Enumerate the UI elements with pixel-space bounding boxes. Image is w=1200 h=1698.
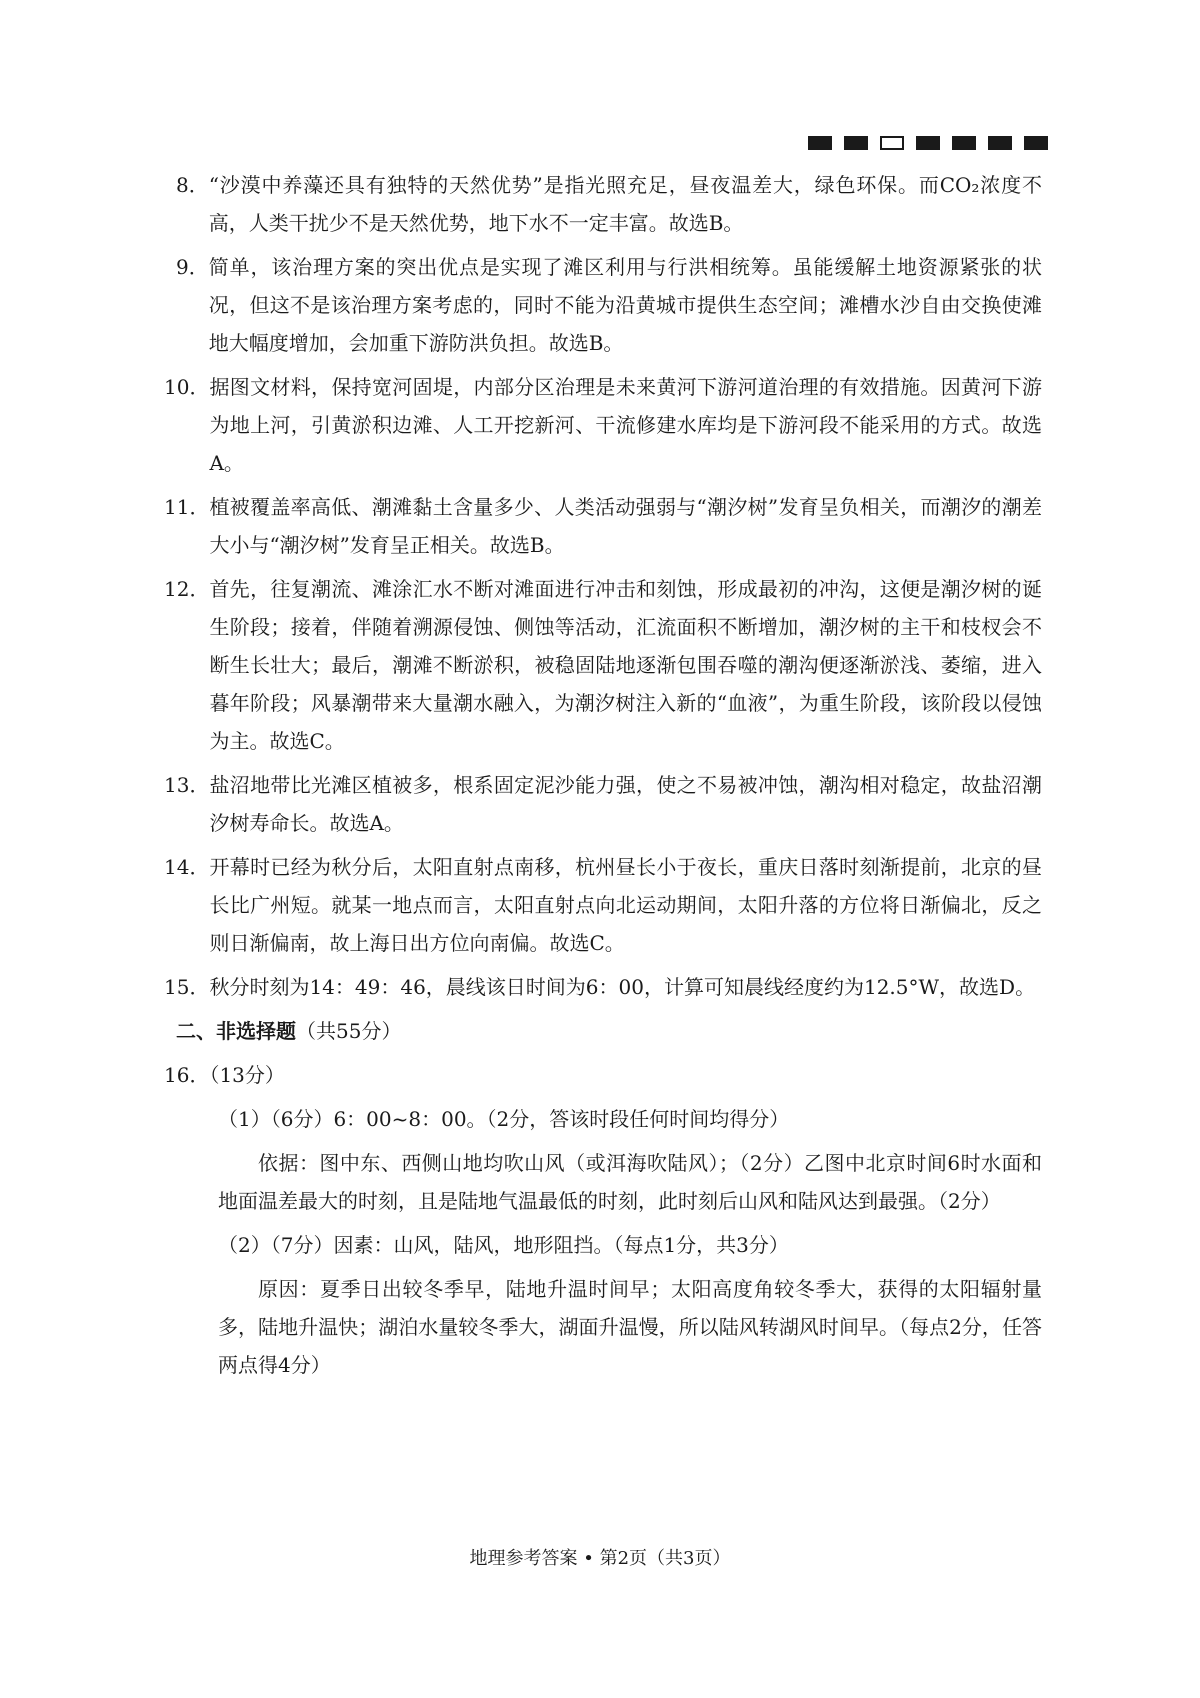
answer-text: 植被覆盖率高低、潮滩黏土含量多少、人类活动强弱与“潮汐树”发育呈负相关，而潮汐的潮差大小与“潮汐树”发育呈正相关。故选B。	[209, 495, 1042, 557]
answer-text: 开幕时已经为秋分后，太阳直射点南移，杭州昼长小于夜长，重庆日落时刻渐提前，北京的昼长比广州短。就某一地点而言，太阳直射点向北运动期间，太阳升落的方位将日渐偏北，反之则日渐偏南，故上海日出方位向南偏。故选C。	[209, 855, 1042, 955]
header-mark-filled	[844, 136, 868, 150]
answer-text: 盐沼地带比光滩区植被多，根系固定泥沙能力强，使之不易被冲蚀，潮沟相对稳定，故盐沼潮汐树寿命长。故选A。	[209, 773, 1042, 835]
answer-number: 15．	[164, 975, 210, 999]
header-marks	[808, 136, 1048, 150]
question-16-part2: （2）（7分）因素：山风，陆风，地形阻挡。（每点1分，共3分）	[218, 1233, 789, 1257]
answer-item	[164, 488, 1042, 564]
answer-text: “沙漠中养藻还具有独特的天然优势”是指光照充足，昼夜温差大，绿色环保。而CO₂浓度不高，人类干扰少不是天然优势，地下水不一定丰富。故选B。	[208, 173, 1042, 235]
section-subtitle: （共55分）	[296, 1019, 402, 1043]
answer-item	[164, 766, 1042, 842]
answer-number: 13．	[164, 773, 210, 797]
answer-text: 简单，该治理方案的突出优点是实现了滩区利用与行洪相统筹。虽能缓解土地资源紧张的状况，但这不是该治理方案考虑的，同时不能为沿黄城市提供生态空间；滩槽水沙自由交换使滩地大幅度增加，会加重下游防洪负担。故选B。	[208, 255, 1042, 355]
answer-number: 12．	[164, 577, 210, 601]
section-heading	[176, 1012, 1042, 1050]
answer-item	[176, 166, 1042, 242]
header-mark-hollow	[880, 136, 904, 150]
question-16-part1: （1）（6分）6：00~8：00。（2分，答该时段任何时间均得分）	[218, 1107, 790, 1131]
answer-item	[164, 848, 1042, 962]
answer-item	[164, 968, 1042, 1006]
section-title: 二、非选择题	[176, 1019, 296, 1043]
header-mark-filled	[808, 136, 832, 150]
page-footer: 地理参考答案 • 第2页（共3页）	[469, 1548, 731, 1569]
question-16-part2-reason: 原因：夏季日出较冬季早，陆地升温时间早；太阳高度角较冬季大，获得的太阳辐射量多，陆地升温快；湖泊水量较冬季大，湖面升温慢，所以陆风转湖风时间早。（每点2分，任答两点得4分）	[218, 1277, 1042, 1377]
answer-number: 8．	[176, 173, 209, 197]
answer-number: 9．	[176, 255, 209, 279]
header-mark-filled	[988, 136, 1012, 150]
header-mark-filled	[916, 136, 940, 150]
answer-item	[176, 248, 1042, 362]
header-mark-filled	[1024, 136, 1048, 150]
question-16-part1-basis: 依据：图中东、西侧山地均吹山风（或洱海吹陆风）；（2分）乙图中北京时间6时水面和地面温差最大的时刻，且是陆地气温最低的时刻，此时刻后山风和陆风达到最强。（2分）	[218, 1151, 1042, 1213]
answer-number: 14．	[164, 855, 210, 879]
answer-text: 秋分时刻为14：49：46，晨线该日时间为6：00，计算可知晨线经度约为12.5°W，故选D。	[209, 975, 1036, 999]
answer-text: 据图文材料，保持宽河固堤，内部分区治理是未来黄河下游河道治理的有效措施。因黄河下游为地上河，引黄淤积边滩、人工开挖新河、干流修建水库均是下游河段不能采用的方式。故选A。	[209, 375, 1042, 475]
answer-item	[164, 570, 1042, 760]
answer-item	[164, 368, 1042, 482]
answer-text: 首先，往复潮流、滩涂汇水不断对滩面进行冲击和刻蚀，形成最初的冲沟，这便是潮汐树的诞生阶段；接着，伴随着溯源侵蚀、侧蚀等活动，汇流面积不断增加，潮汐树的主干和枝杈会不断生长壮大；最后，潮滩不断淤积，被稳固陆地逐渐包围吞噬的潮沟便逐渐淤浅、萎缩，进入暮年阶段；风暴潮带来大量潮水融入，为潮汐树注入新的“血液”，为重生阶段，该阶段以侵蚀为主。故选C。	[209, 577, 1042, 753]
answer-number: 11．	[164, 495, 210, 519]
question-16-title: 16．（13分）	[164, 1063, 285, 1087]
answer-number: 10．	[164, 375, 210, 399]
answer-content	[164, 166, 1042, 1390]
header-mark-filled	[952, 136, 976, 150]
